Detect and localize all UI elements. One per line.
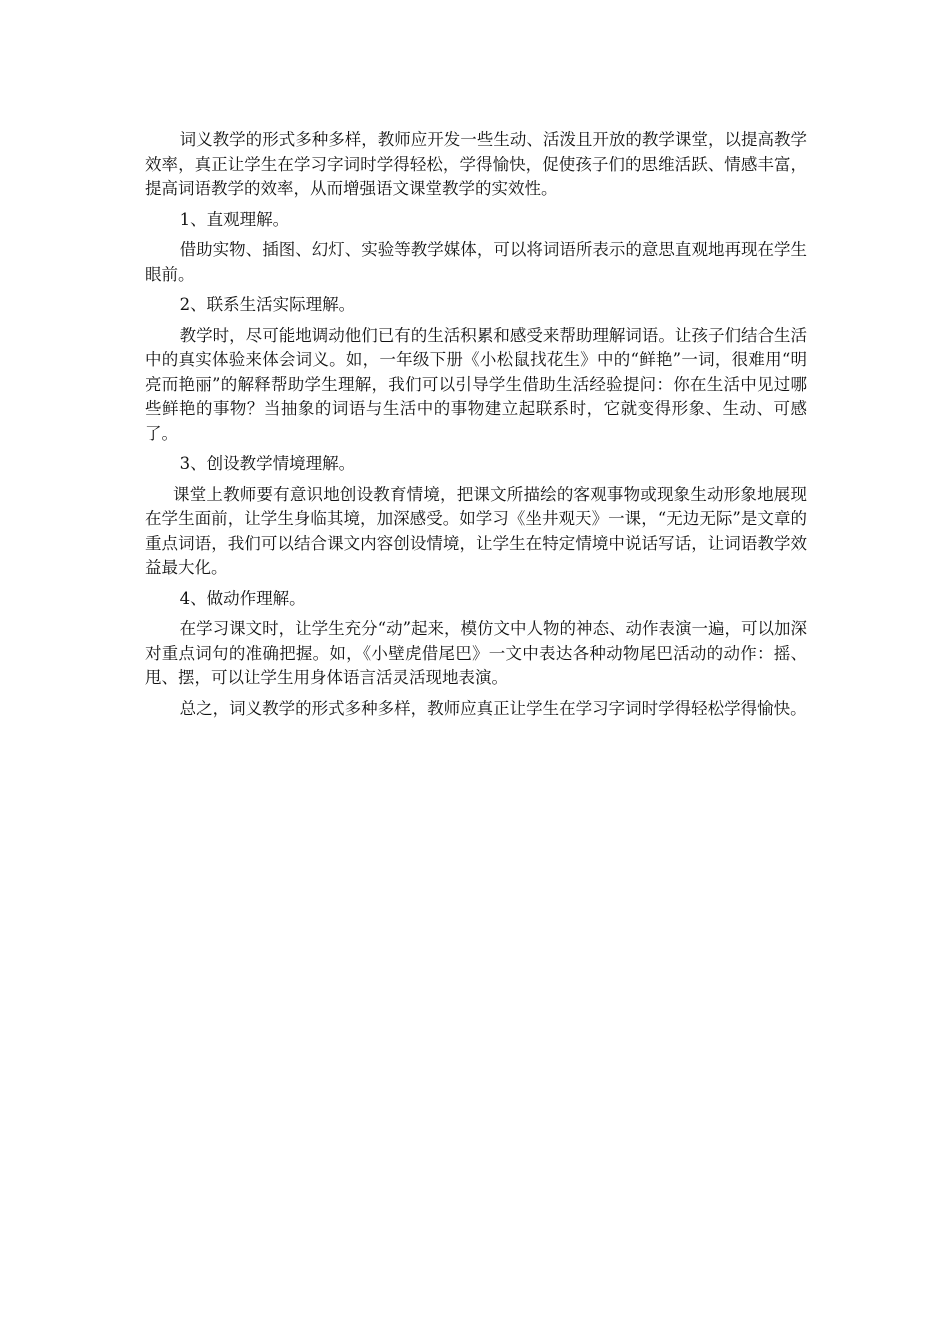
section-heading-4: 4、做动作理解。 bbox=[179, 588, 306, 608]
section-heading-2: 2、联系生活实际理解。 bbox=[179, 295, 356, 314]
document-page bbox=[145, 128, 807, 727]
section-heading-1: 1、直观理解。 bbox=[179, 209, 290, 229]
paragraph-section-2: 教学时，尽可能地调动他们已有的生活积累和感受来帮助理解词语。让孩子们结合生活中的真实体验来体会词义。如，一年级下册《小松鼠找花生》中的“鲜艳”一词，很难用“明亮而艳丽”的解释帮助学生理解，我们可以引导学生借助生活经验提问：你在生活中见过哪些鲜艳的事物？当抽象的词语与生活中的事物建立起联系时，它就变得形象、生动、可感了。 bbox=[145, 325, 807, 443]
paragraph-section-3: 课堂上教师要有意识地创设教育情境，把课文所描绘的客观事物或现象生动形象地展现在学生面前，让学生身临其境，加深感受。如学习《坐井观天》一课，“无边无际”是文章的重点词语，我们可以结合课文内容创设情境，让学生在特定情境中说话写话，让词语教学效益最大化。 bbox=[145, 484, 807, 577]
section-heading-3: 3、创设教学情境理解。 bbox=[179, 454, 356, 473]
paragraph-intro: 词义教学的形式多种多样，教师应开发一些生动、活泼且开放的教学课堂，以提高教学效率，真正让学生在学习字词时学得轻松，学得愉快，促使孩子们的思维活跃、情感丰富，提高词语教学的效率，从而增强语文课堂教学的实效性。 bbox=[145, 130, 807, 198]
paragraph-conclusion: 总之，词义教学的形式多种多样，教师应真正让学生在学习字词时学得轻松学得愉快。 bbox=[179, 698, 807, 718]
paragraph-section-1: 借助实物、插图、幻灯、实验等教学媒体，可以将词语所表示的意思直观地再现在学生眼前。 bbox=[145, 240, 807, 284]
paragraph-section-4: 在学习课文时，让学生充分“动”起来，模仿文中人物的神态、动作表演一遍，可以加深对重点词句的准确把握。如，《小壁虎借尾巴》一文中表达各种动物尾巴活动的动作：摇、甩、摆，可以让学生用身体语言活灵活现地表演。 bbox=[145, 619, 808, 687]
